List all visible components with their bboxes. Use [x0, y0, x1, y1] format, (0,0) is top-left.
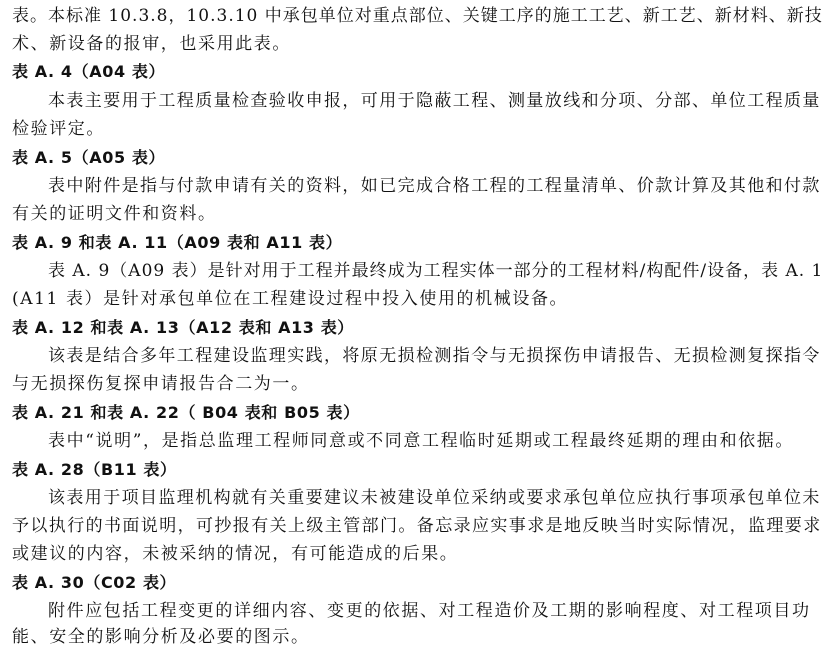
section-heading-a12-a13: 表 A. 12 和表 A. 13（A12 表和 A13 表）: [12, 318, 354, 337]
section-a9-a11-line-1: 表 A. 9（A09 表）是针对用于工程并最终成为工程实体一部分的工程材料/构配件/设备，表 A. 1: [48, 261, 824, 281]
section-a5-line-2: 有关的证明文件和资料。: [12, 204, 217, 224]
section-a28-line-2: 予以执行的书面说明，可抄报有关上级主管部门。备忘录应实事求是地反映当时实际情况，监理要求: [12, 516, 822, 536]
section-a28-line-3: 或建议的内容，未被采纳的情况，有可能造成的后果。: [12, 544, 459, 564]
section-a28-line-1: 该表用于项目监理机构就有关重要建议未被建设单位采纳或要求承包单位应执行事项承包单位未: [48, 488, 821, 508]
section-a5-line-1: 表中附件是指与付款申请有关的资料，如已完成合格工程的工程量清单、价款计算及其他和付款: [48, 176, 821, 196]
section-a4-line-2: 检验评定。: [12, 119, 105, 139]
section-heading-a28: 表 A. 28（B11 表）: [12, 460, 177, 479]
section-heading-a9-a11: 表 A. 9 和表 A. 11（A09 表和 A11 表）: [12, 233, 343, 252]
section-heading-a4: 表 A. 4（A04 表）: [12, 62, 166, 81]
section-a12-a13-line-1: 该表是结合多年工程建设监理实践，将原无损检测指令与无损探伤申请报告、无损检测复探指令: [48, 346, 821, 366]
section-a9-a11-line-2: (A11 表）是针对承包单位在工程建设过程中投入使用的机械设备。: [12, 289, 569, 309]
section-heading-a5: 表 A. 5（A05 表）: [12, 148, 166, 167]
section-heading-a21-a22: 表 A. 21 和表 A. 22（ B04 表和 B05 表）: [12, 403, 360, 422]
section-heading-a30: 表 A. 30（C02 表）: [12, 573, 177, 592]
section-a4-line-1: 本表主要用于工程质量检查验收申报，可用于隐蔽工程、测量放线和分项、分部、单位工程质量: [48, 91, 821, 111]
intro-line-1: 表。本标准 10.3.8，10.3.10 中承包单位对重点部位、关键工序的施工工艺、新工艺、新材料、新技: [12, 6, 823, 26]
section-a12-a13-line-2: 与无损探伤复探申请报告合二为一。: [12, 374, 310, 394]
section-a30-line-1: 附件应包括工程变更的详细内容、变更的依据、对工程造价及工期的影响程度、对工程项目功: [48, 601, 811, 621]
section-a21-a22-line-1: 表中“说明”，是指总监理工程师同意或不同意工程临时延期或工程最终延期的理由和依据。: [48, 431, 794, 451]
intro-line-2: 术、新设备的报审，也采用此表。: [12, 34, 291, 54]
section-a30-line-2: 能、安全的影响分析及必要的图示。: [12, 627, 310, 647]
